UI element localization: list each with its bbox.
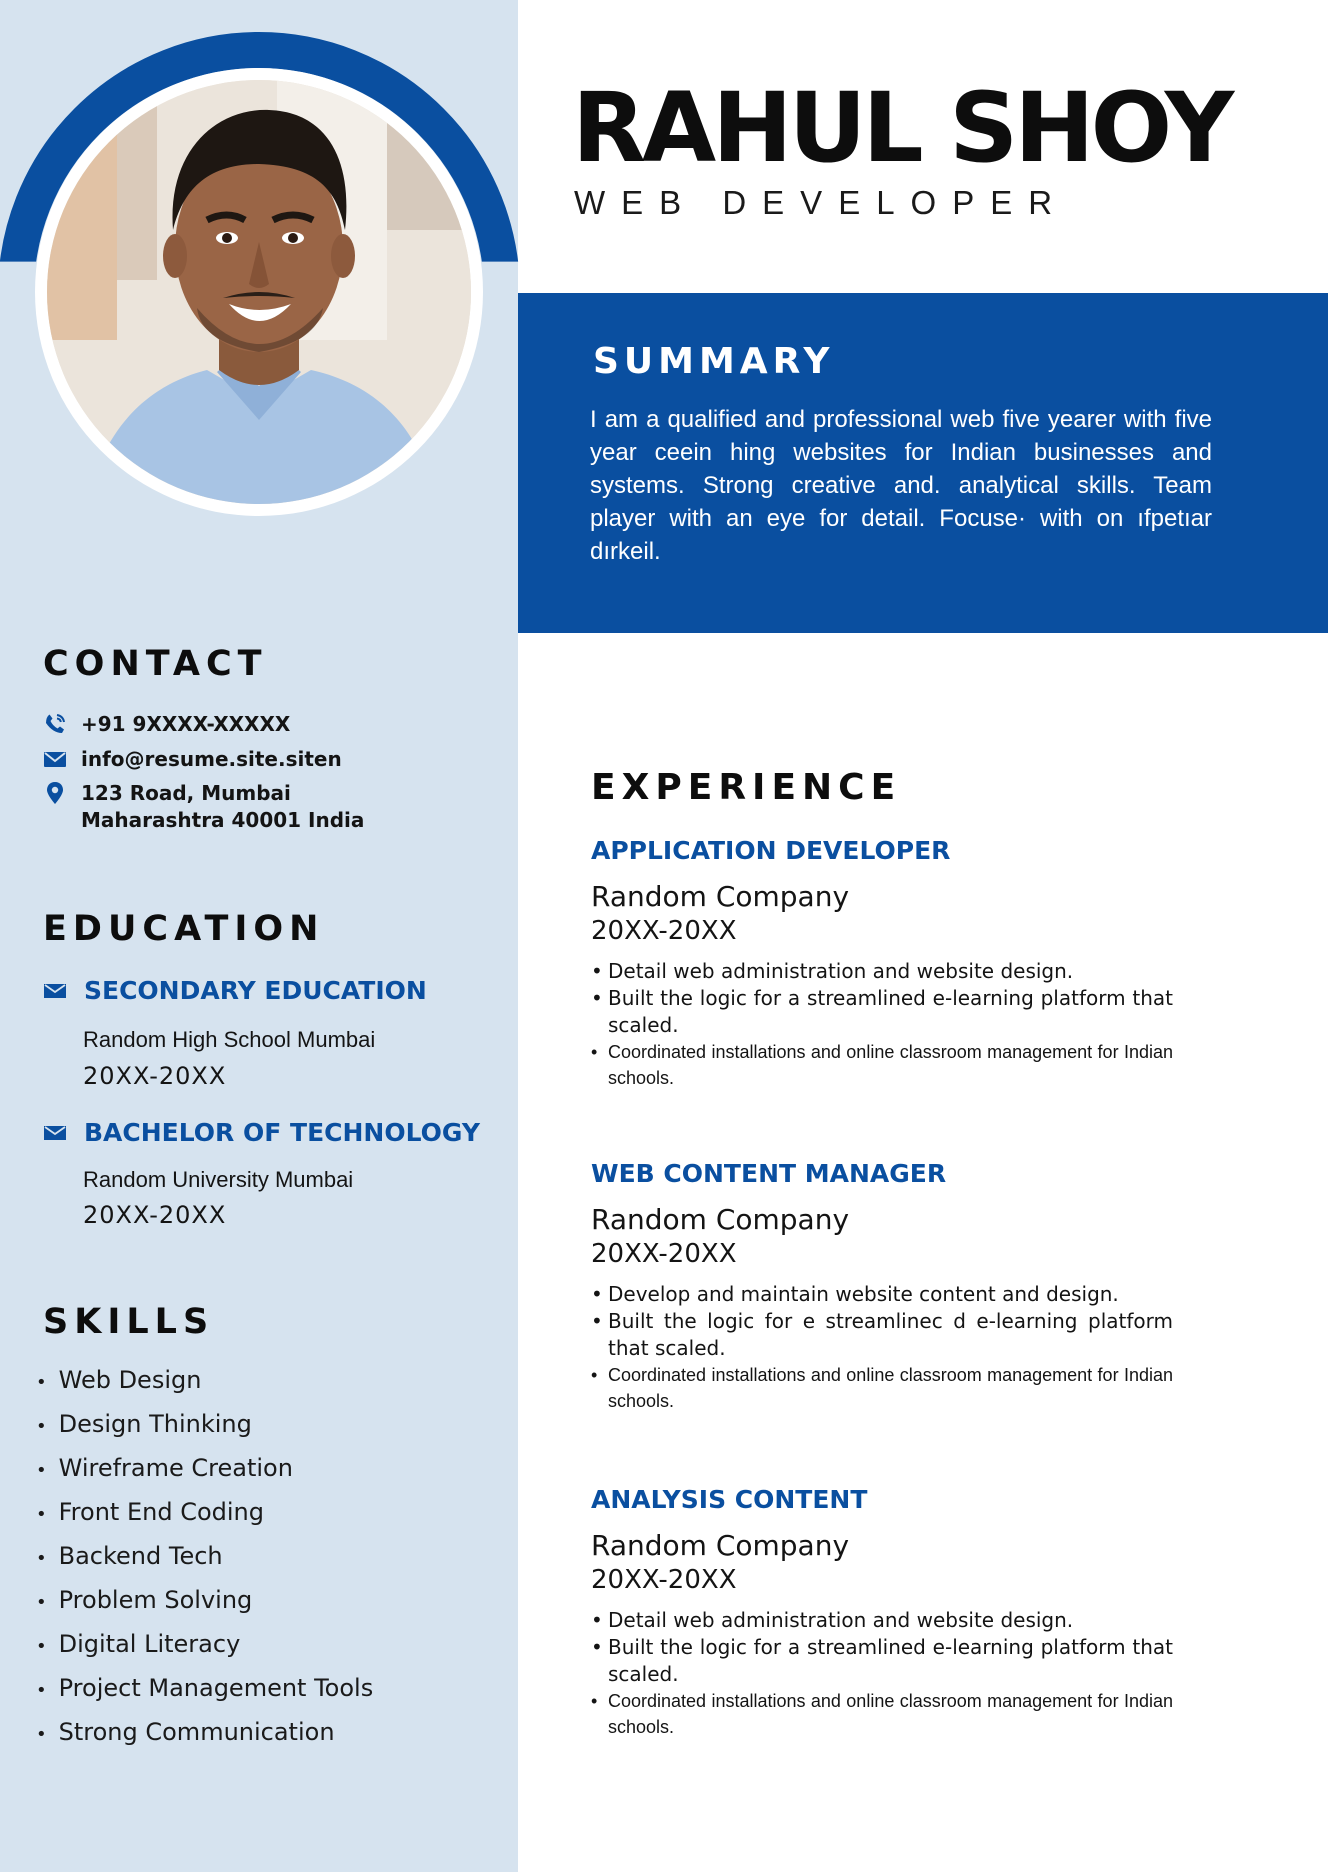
job-bullet: • Detail web administration and website design. <box>591 958 1171 985</box>
skills-heading: SKILLS <box>43 1302 215 1342</box>
contact-address <box>81 780 364 834</box>
envelope-icon <box>43 747 67 771</box>
summary-section <box>518 293 1328 633</box>
experience-item <box>591 1485 1171 1740</box>
skill-item: • Backend Tech <box>36 1539 373 1583</box>
skill-item: • Web Design <box>36 1363 373 1407</box>
contact-heading: CONTACT <box>43 644 268 684</box>
job-bullets <box>591 958 1171 1091</box>
job-bullet: • Built the logic for e streamlinec d e-learning platform that scaled. <box>591 1308 1173 1362</box>
contact-email: info@resume.site.siten <box>81 747 342 771</box>
job-years: 20XX-20XX <box>591 1239 737 1269</box>
envelope-icon <box>44 983 66 999</box>
job-company: Random Company <box>591 1203 850 1236</box>
job-title: WEB DEVELOPER <box>574 184 1069 221</box>
education-school: Random High School Mumbai <box>83 1027 376 1052</box>
education-school: Random University Mumbai <box>83 1167 354 1192</box>
education-title: BACHELOR OF TECHNOLOGY <box>84 1118 480 1147</box>
experience-item <box>591 1159 1171 1414</box>
education-item-title-row <box>44 976 427 1005</box>
contact-address-row <box>43 780 364 834</box>
job-company: Random Company <box>591 880 850 913</box>
experience-item <box>591 836 1171 1091</box>
education-years: 20XX-20XX <box>83 1201 227 1229</box>
summary-text: I am a qualified and professional web five yearer with five year ceein hing websites for Indian businesses and systems. Strong creative and. analytical skills. Team player with an eye for detail. Focuse· with on ıfpetıar dırkeil. <box>590 406 1212 565</box>
phone-icon <box>43 712 67 736</box>
skill-item: • Front End Coding <box>36 1495 373 1539</box>
candidate-name: RAHUL SHOY <box>572 72 1231 184</box>
job-bullet: • Built the logic for a streamlined e-learning platform that scaled. <box>591 1634 1173 1688</box>
contact-phone-row <box>43 711 290 738</box>
map-pin-icon <box>43 781 67 805</box>
job-bullet: • Coordinated installations and online classroom management for Indian schools. <box>591 1039 1173 1091</box>
education-item-title-row <box>44 1118 480 1147</box>
skill-item: • Strong Communication <box>36 1715 373 1759</box>
skill-item: • Problem Solving <box>36 1583 373 1627</box>
job-bullet: • Built the logic for a streamlined e-learning platform that scaled. <box>591 985 1173 1039</box>
education-heading: EDUCATION <box>43 909 325 949</box>
job-position: ANALYSIS CONTENT <box>591 1485 868 1514</box>
job-company: Random Company <box>591 1529 850 1562</box>
contact-phone: +91 9XXXX-XXXXX <box>81 712 291 736</box>
job-bullet: • Coordinated installations and online classroom management for Indian schools. <box>591 1362 1173 1414</box>
job-bullet: • Coordinated installations and online classroom management for Indian schools. <box>591 1688 1173 1740</box>
contact-email-row <box>43 746 342 773</box>
experience-heading: EXPERIENCE <box>591 767 902 808</box>
education-years: 20XX-20XX <box>83 1062 227 1090</box>
job-bullet: • Develop and maintain website content and design. <box>591 1281 1171 1308</box>
skill-item: • Design Thinking <box>36 1407 373 1451</box>
job-bullets <box>591 1607 1171 1740</box>
envelope-icon <box>44 1125 66 1141</box>
skill-item: • Digital Literacy <box>36 1627 373 1671</box>
skill-item: • Project Management Tools <box>36 1671 373 1715</box>
address-line-2: Maharashtra 40001 India <box>81 808 365 832</box>
job-position: APPLICATION DEVELOPER <box>591 836 951 865</box>
summary-heading: SUMMARY <box>593 341 835 382</box>
skill-item: • Wireframe Creation <box>36 1451 373 1495</box>
job-bullets <box>591 1281 1171 1414</box>
job-years: 20XX-20XX <box>591 916 737 946</box>
job-position: WEB CONTENT MANAGER <box>591 1159 947 1188</box>
profile-photo <box>47 80 471 504</box>
skills-list <box>36 1363 373 1759</box>
education-title: SECONDARY EDUCATION <box>84 976 427 1005</box>
job-bullet: • Detail web administration and website design. <box>591 1607 1171 1634</box>
job-years: 20XX-20XX <box>591 1565 737 1595</box>
address-line-1: 123 Road, Mumbai <box>81 781 291 805</box>
